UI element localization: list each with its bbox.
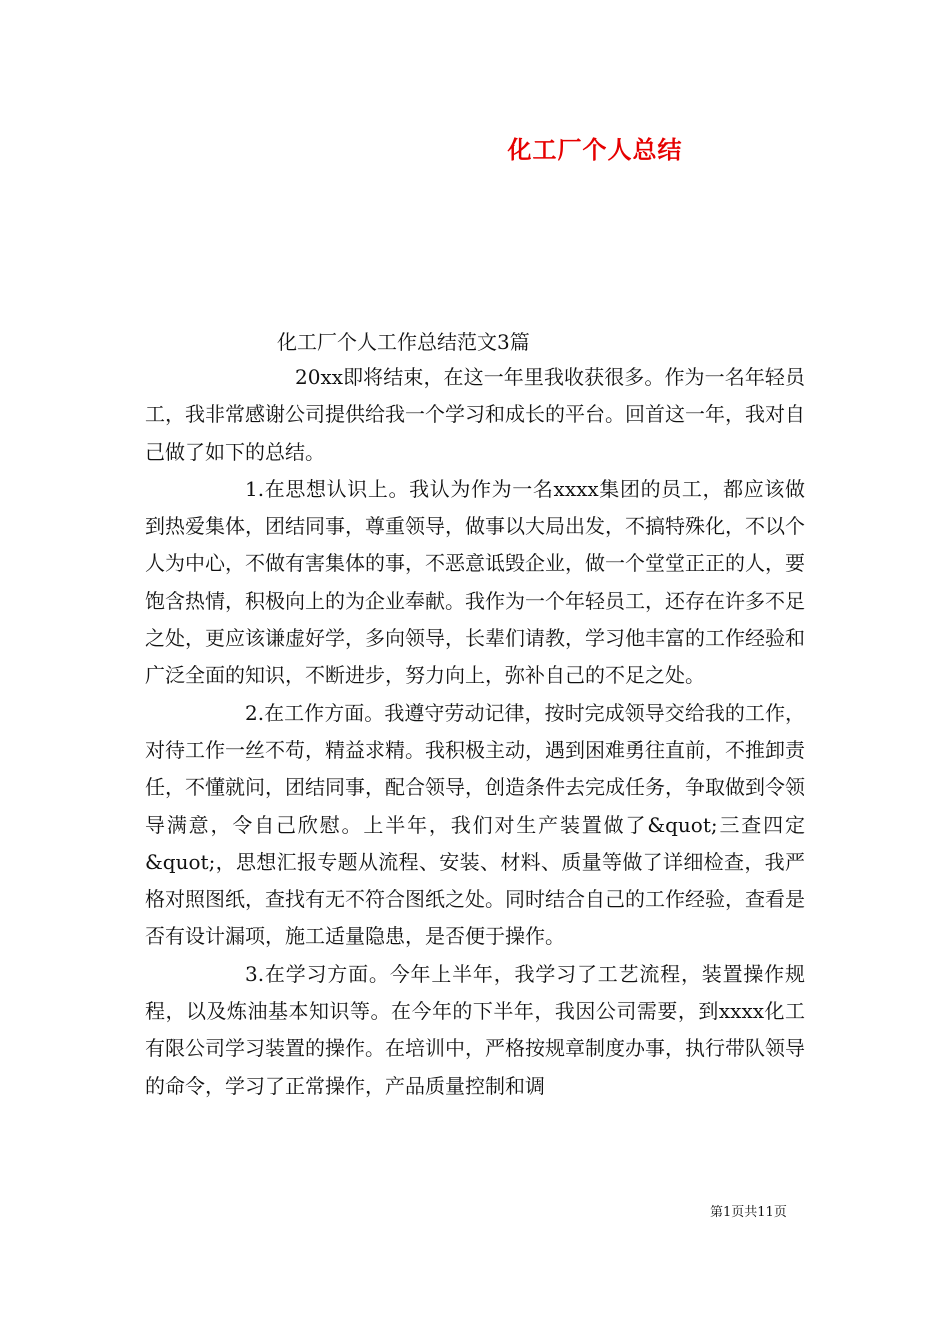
document-title: 化工厂个人总结 <box>507 135 683 164</box>
paragraph-study: 3.在学习方面。今年上半年，我学习了工艺流程，装置操作规程，以及炼油基本知识等。在今年的下半年，我因公司需要，到xxxx化工有限公司学习装置的操作。在培训中，严格按规章制度办事，执行带队领导的命令，学习了正常操作，产品质量控制和调 <box>145 961 805 1098</box>
document-subtitle: 化工厂个人工作总结范文3篇 <box>277 330 530 354</box>
document-body <box>145 359 805 1105</box>
paragraph-work: 2.在工作方面。我遵守劳动记律，按时完成领导交给我的工作，对待工作一丝不苟，精益求精。我积极主动，遇到困难勇往直前，不推卸责任，不懂就问，团结同事，配合领导，创造条件去完成任务，争取做到令领导满意，令自己欣慰。上半年，我们对生产装置做了&quot;三查四定&quot;，思想汇报专题从流程、安装、材料、质量等做了详细检查，我严格对照图纸，查找有无不符合图纸之处。同时结合自己的工作经验，查看是否有设计漏项，施工适量隐患，是否便于操作。 <box>145 700 805 949</box>
page-number: 第1页共11页 <box>710 1205 787 1220</box>
paragraph-intro: 20xx即将结束，在这一年里我收获很多。作为一名年轻员工，我非常感谢公司提供给我一个学习和成长的平台。回首这一年，我对自己做了如下的总结。 <box>145 365 805 464</box>
paragraph-thought: 1.在思想认识上。我认为作为一名xxxx集团的员工，都应该做到热爱集体，团结同事，尊重领导，做事以大局出发，不搞特殊化，不以个人为中心，不做有害集体的事，不恶意诋毁企业，做一个堂堂正正的人，要饱含热情，积极向上的为企业奉献。我作为一个年轻员工，还存在许多不足之处，更应该谦虚好学，多向领导，长辈们请教，学习他丰富的工作经验和广泛全面的知识，不断进步，努力向上，弥补自己的不足之处。 <box>145 476 805 688</box>
